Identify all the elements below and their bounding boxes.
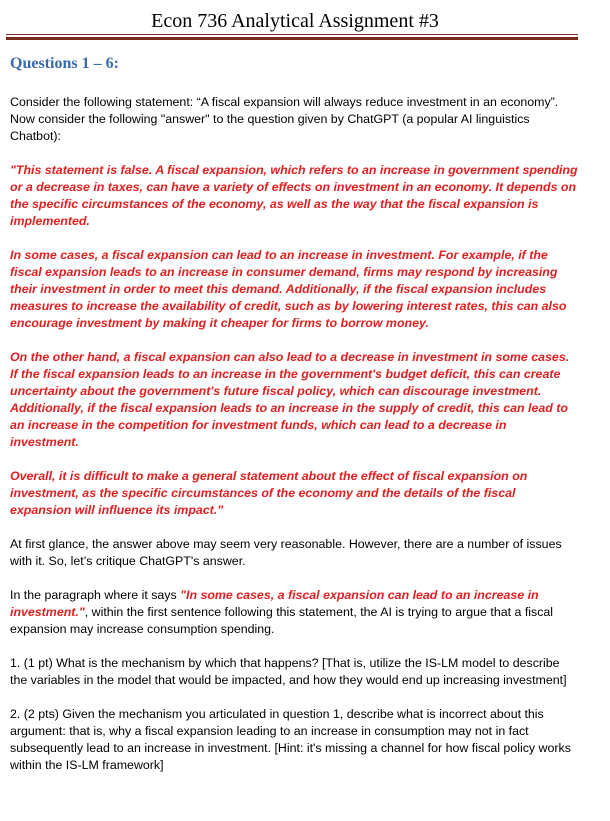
- quote-paragraph-2: In some cases, a fiscal expansion can lead to an increase in investment. For example, if the fiscal expansion leads to an increase in consumer demand, firms may respond by increasing their investment in order to meet this demand. Additionally, if the fiscal expansion includes measures to increase the availability of credit, such as by lowering interest rates, this can also encourage investment by making it cheaper for firms to borrow money.: [10, 248, 567, 330]
- question-2: 2. (2 pts) Given the mechanism you articulated in question 1, describe what is incorrect about this argument: that is, why a fiscal expansion leading to an increase in consumption may not in fact subsequently lead to an increase in investment. [Hint: it's missing a channel for how fiscal policy works within the IS-LM framework]: [10, 707, 571, 772]
- question-1: 1. (1 pt) What is the mechanism by which that happens? [That is, utilize the IS-LM model to describe the variables in the model that would be impacted, and how they would end up increasing investment]: [10, 656, 567, 687]
- title-rule-thin: [6, 34, 578, 35]
- document-body: [10, 94, 578, 791]
- intro-paragraph: Consider the following statement: “A fiscal expansion will always reduce investment in an economy”. Now consider the following "answer" to the question given by ChatGPT (a popular AI linguistics Chatbot):: [10, 95, 559, 143]
- quote-paragraph-4: Overall, it is difficult to make a general statement about the effect of fiscal expansion on investment, as the specific circumstances of the economy and the details of the fiscal expansion will influence its impact.": [10, 469, 528, 517]
- section-heading: Questions 1 – 6:: [10, 55, 119, 72]
- critique-intro-paragraph: At first glance, the answer above may seem very reasonable. However, there are a number of issues with it. So, let’s critique ChatGPT's answer.: [10, 537, 562, 568]
- title-rule-thick: [6, 37, 578, 40]
- paragraph-reference-before: In the paragraph where it says: [10, 588, 181, 602]
- paragraph-reference-quote: "In some cases, a fiscal expansion can lead to an increase in investment.": [10, 588, 539, 619]
- page-title: Econ 736 Analytical Assignment #3: [151, 10, 439, 32]
- quote-paragraph-3: On the other hand, a fiscal expansion can also lead to a decrease in investment in some cases. If the fiscal expansion leads to an increase in the government's budget deficit, this can create uncertainty about the government's future fiscal policy, which can discourage investment. Additionally, if the fiscal expansion leads to an increase in the supply of credit, this can lead to an increase in the competition for investment funds, which can lead to a decrease in investment.: [10, 350, 570, 449]
- quote-paragraph-1: "This statement is false. A fiscal expansion, which refers to an increase in government spending or a decrease in taxes, can have a variety of effects on investment in an economy. It depends on the specific circumstances of the economy, as well as the way that the fiscal expansion is implemented.: [10, 163, 578, 228]
- chatgpt-answer-quote: [10, 162, 578, 519]
- paragraph-reference-after: , within the first sentence following this statement, the AI is trying to argue that a fiscal expansion may increase consumption spending.: [10, 605, 554, 636]
- paragraph-reference: [10, 587, 578, 638]
